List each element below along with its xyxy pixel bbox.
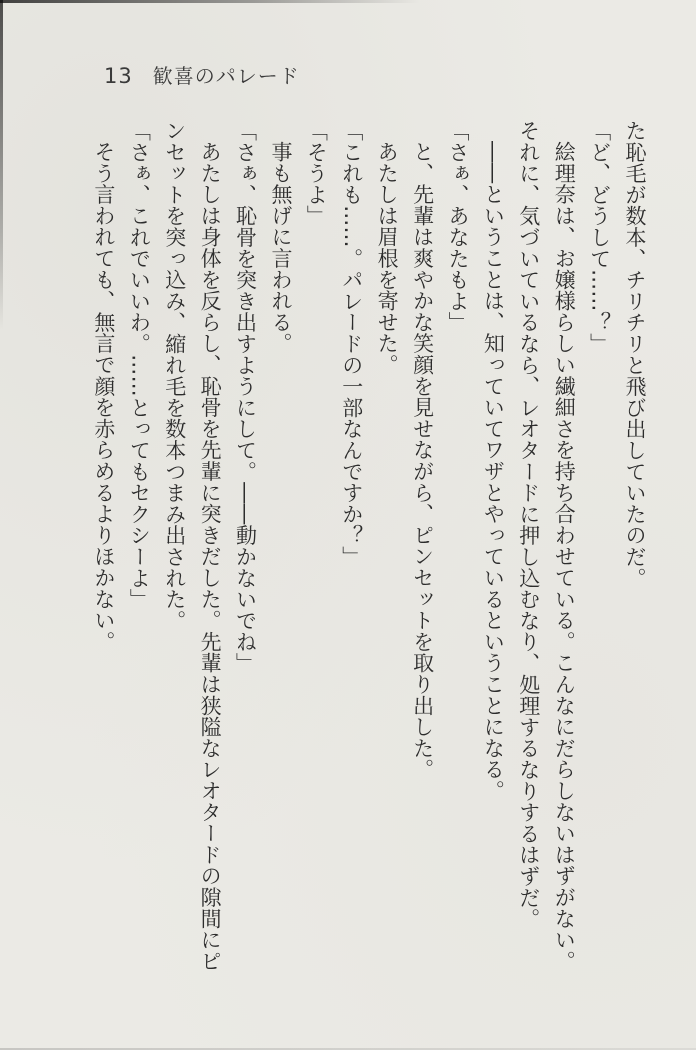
text-line: 「これも……。パレードの一部なんですか？」 [339, 120, 364, 568]
text-line: そう言われても、無言で顔を赤らめるよりほかない。 [91, 141, 116, 653]
scan-edge-left [0, 0, 3, 330]
text-line: あたしは眉根を寄せた。 [375, 141, 400, 376]
text-line: ンセットを突っ込み、縮れ毛を数本つまみ出された。 [162, 120, 187, 632]
text-line: 「さぁ、これでいいわ。……とってもセクシーよ」 [127, 120, 152, 610]
text-line: あたしは身体を反らし、恥骨を先輩に突きだした。先輩は狭隘なレオタードの隙間にピ [198, 141, 223, 972]
text-line: 「そうよ」 [304, 120, 329, 227]
text-line: た恥毛が数本、チリチリと飛び出していたのだ。 [623, 120, 647, 589]
text-line: 事も無げに言われる。 [268, 141, 293, 354]
scan-edge-top [0, 0, 420, 3]
text-line: と、先輩は爽やかな笑顔を見せながら、ピンセットを取り出した。 [410, 141, 435, 780]
page-number: 13 [104, 64, 133, 88]
text-line: 「さぁ、恥骨を突き出すようにして。――動かないでね」 [233, 120, 258, 674]
text-line: それに、気づいているなら、レオタードに押し込むなり、処理するなりするはずだ。 [516, 120, 541, 930]
text-line: 「さぁ、あなたもよ」 [445, 120, 470, 333]
chapter-title: 歓喜のパレード [152, 64, 300, 88]
text-line: ――ということは、知っていてワザとやっているということになる。 [481, 141, 506, 802]
text-line: 「ど、どうして……？」 [587, 120, 612, 355]
text-line: 絵理奈は、お嬢様らしい繊細さを持ち合わせている。こんなにだらしないはずがない。 [552, 141, 577, 972]
vertical-text-block [86, 120, 653, 1020]
running-head [104, 60, 300, 89]
